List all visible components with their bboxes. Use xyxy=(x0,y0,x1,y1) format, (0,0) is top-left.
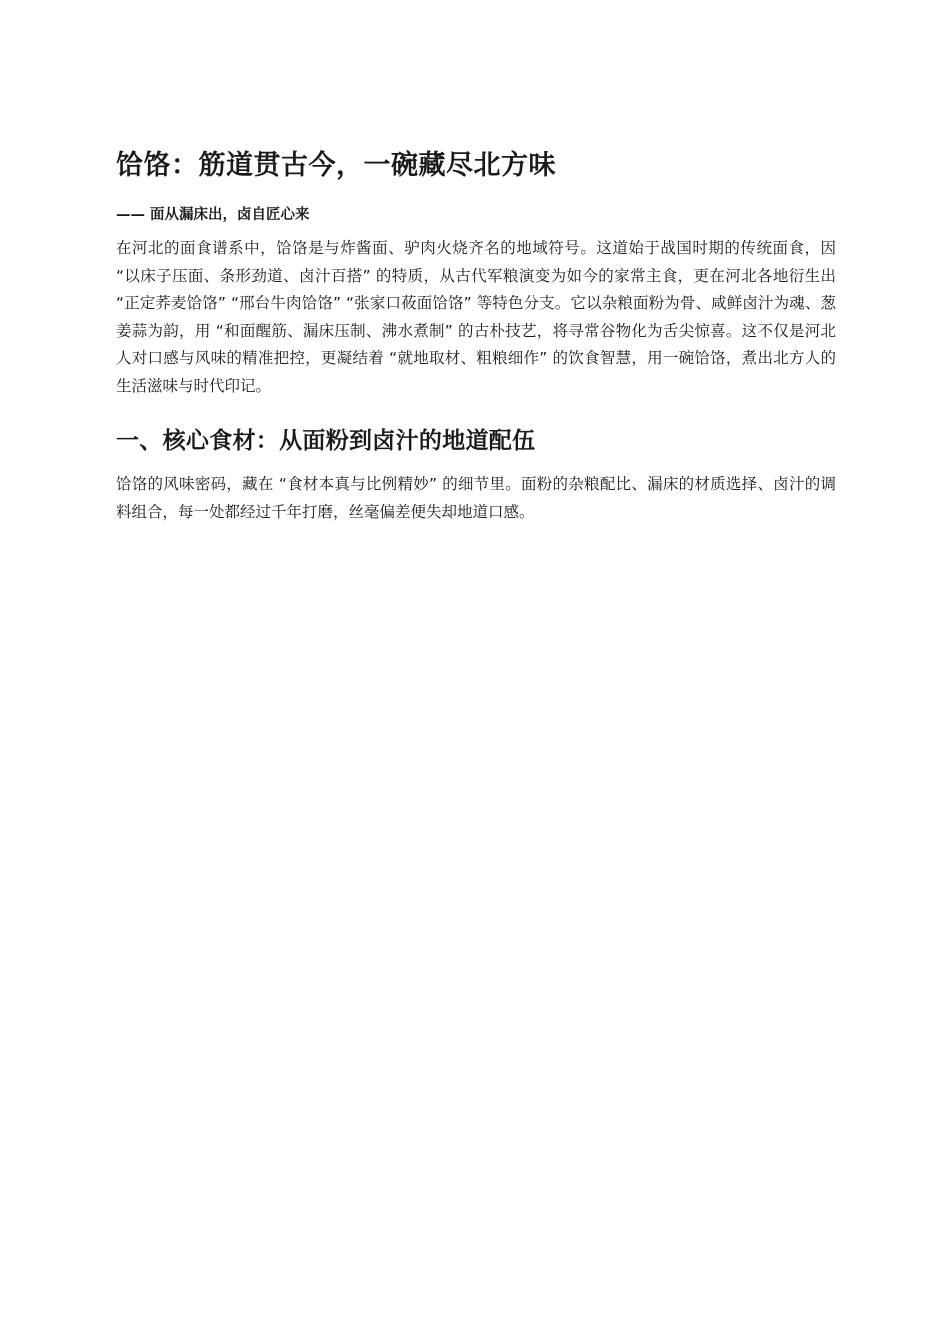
document-subtitle: —— 面从漏床出，卤自匠心来 xyxy=(116,207,310,223)
intro-paragraph: 在河北的面食谱系中，饸饹是与炸酱面、驴肉火烧齐名的地域符号。这道始于战国时期的传统面食，因 “以床子压面、条形劲道、卤汁百搭” 的特质，从古代军粮演变为如今的家常主食，更在河北各地衍生出 “正定荞麦饸饹” “邢台牛肉饸饹” “张家口莜面饸饹” 等特色分支。它以杂粮面粉为骨、咸鲜卤汁为魂、葱姜蒜为韵，用 “和面醒筋、漏床压制、沸水煮制” 的古朴技艺，将寻常谷物化为舌尖惊喜。这不仅是河北人对口感与风味的精准把控，更凝结着 “就地取材、粗粮细作” 的饮食智慧，用一碗饸饹，煮出北方人的生活滋味与时代印记。 xyxy=(116,239,836,395)
document-page xyxy=(116,146,836,526)
document-title: 饸饹：筋道贯古今，一碗藏尽北方味 xyxy=(116,150,556,181)
section-heading: 一、核心食材：从面粉到卤汁的地道配伍 xyxy=(116,428,536,454)
section-paragraph: 饸饹的风味密码，藏在 “食材本真与比例精妙” 的细节里。面粉的杂粮配比、漏床的材质选择、卤汁的调料组合，每一处都经过千年打磨，丝毫偏差便失却地道口感。 xyxy=(116,475,836,521)
